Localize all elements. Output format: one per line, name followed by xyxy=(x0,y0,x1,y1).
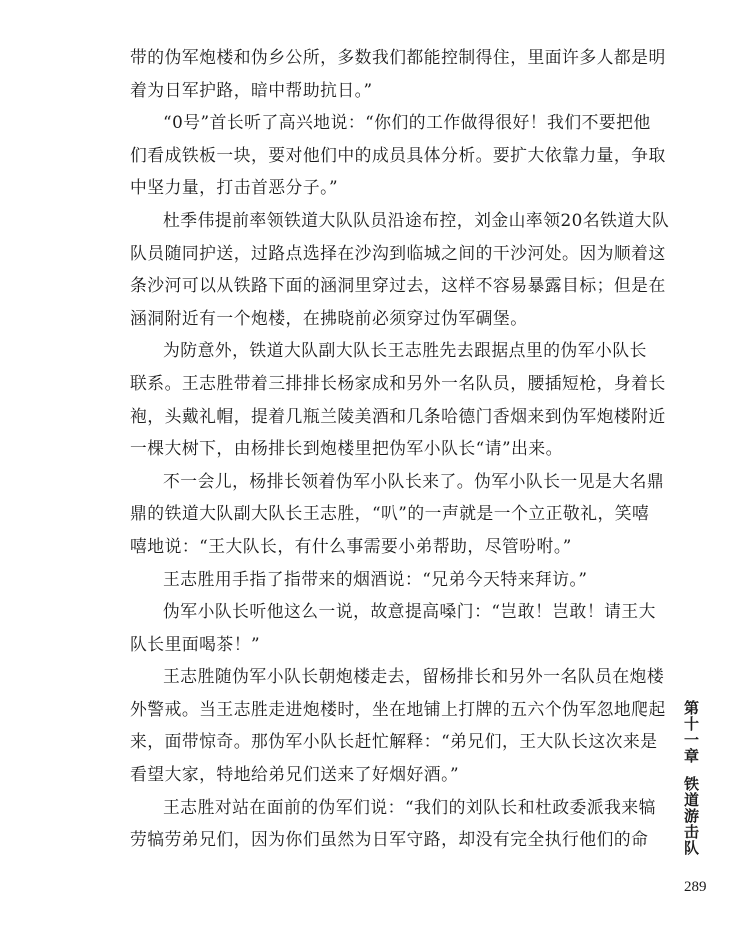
text-line: 队长里面喝茶！” xyxy=(130,633,261,654)
text-line: 王志胜用手指了指带来的烟酒说：“兄弟今天特来拜访。” xyxy=(163,568,588,589)
text-line: 袍，头戴礼帽，提着几瓶兰陵美酒和几条哈德门香烟来到伪军炮楼附近 xyxy=(130,405,666,426)
text-line: 带的伪军炮楼和伪乡公所，多数我们都能控制得住，里面许多人都是明 xyxy=(130,47,666,67)
text-line: 一棵大树下，由杨排长到炮楼里把伪军小队长“请”出来。 xyxy=(130,438,563,459)
text-line: 王志胜对站在面前的伪军们说：“我们的刘队长和杜政委派我来犒 xyxy=(163,796,656,817)
text-line: 涵洞附近有一个炮楼，在拂晓前必须穿过伪军碉堡。 xyxy=(130,307,528,328)
chapter-label: 第十一章 xyxy=(682,700,700,764)
text-line: 为防意外，铁道大队副大队长王志胜先去跟据点里的伪军小队长 xyxy=(163,340,647,361)
page-number: 289 xyxy=(684,879,707,895)
body-text xyxy=(130,41,670,856)
text-line: 来，面带惊奇。那伪军小队长赶忙解释：“弟兄们，王大队长这次来是 xyxy=(130,731,658,752)
text-line: 中坚力量，打击首恶分子。” xyxy=(130,177,339,198)
text-line: 嘻地说：“王大队长，有什么事需要小弟帮助，尽管吩咐。” xyxy=(130,535,572,556)
text-line: 杜季伟提前率领铁道大队队员沿途布控，刘金山率领20名铁道大队 xyxy=(163,209,670,230)
text-line: 着为日军护路，暗中帮助抗日。” xyxy=(130,79,373,100)
text-line: 劳犒劳弟兄们，因为你们虽然为日军守路，却没有完全执行他们的命 xyxy=(130,829,649,850)
text-line: 队员随同护送，过路点选择在沙沟到临城之间的干沙河处。因为顺着这 xyxy=(130,242,666,263)
book-title: 铁道游击队 xyxy=(682,776,700,856)
text-line: 外警戒。当王志胜走进炮楼时，坐在地铺上打牌的五六个伪军忽地爬起 xyxy=(130,698,666,719)
text-line: 鼎的铁道大队副大队长王志胜，“叭”的一声就是一个立正敬礼，笑嘻 xyxy=(130,503,650,524)
text-line: 王志胜随伪军小队长朝炮楼走去，留杨排长和另外一名队员在炮楼 xyxy=(163,666,665,687)
text-line: “0号”首长听了高兴地说：“你们的工作做得很好！我们不要把他 xyxy=(163,112,651,133)
text-line: 不一会儿，杨排长领着伪军小队长来了。伪军小队长一见是大名鼎 xyxy=(163,470,665,491)
text-line: 看望大家，特地给弟兄们送来了好烟好酒。” xyxy=(130,764,460,785)
text-line: 伪军小队长听他这么一说，故意提高嗓门：“岂敢！岂敢！请王大 xyxy=(163,601,656,622)
text-line: 们看成铁板一块，要对他们中的成员具体分析。要扩大依靠力量，争取 xyxy=(130,144,666,165)
text-line: 条沙河可以从铁路下面的涵洞里穿过去，这样不容易暴露目标；但是在 xyxy=(130,275,666,296)
text-line: 联系。王志胜带着三排排长杨家成和另外一名队员，腰插短枪，身着长 xyxy=(130,372,666,393)
running-header xyxy=(678,700,702,856)
